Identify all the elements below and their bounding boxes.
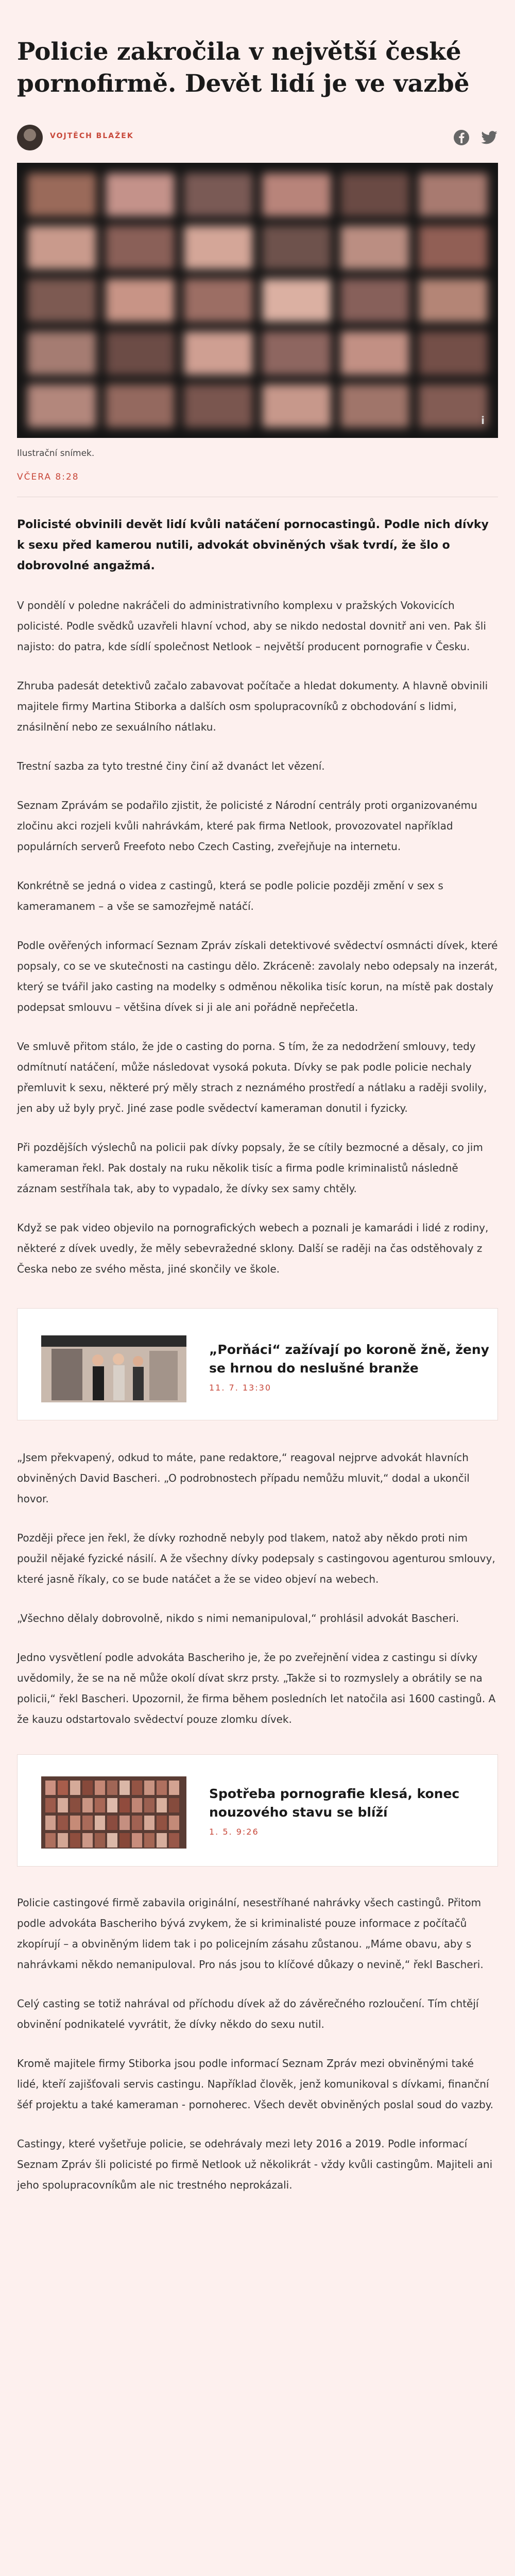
image-caption: Ilustrační snímek. <box>17 448 95 459</box>
related-article-date: 1. 5. 9:26 <box>209 1827 259 1837</box>
related-article-card[interactable] <box>17 1308 498 1420</box>
article <box>17 0 498 2195</box>
related-article-date: 11. 7. 13:30 <box>209 1383 271 1393</box>
paragraph: Podle ověřených informací Seznam Zpráv získali detektivové svědectví osmnácti dívek, které popsaly, co se ve skutečnosti na castingu dělo. Zkráceně: zavolaly nebo odepsaly na inzerát, který se tvářil jako casting na modelky s odměnou několika tisíc korun, na místě pak dostaly podepsat smlouvu – většina dívek si ji ale ani pořádně nepřečetla. <box>17 939 498 1013</box>
author-name[interactable]: VOJTĚCH BLAŽEK <box>50 132 134 140</box>
body-part-b <box>17 1447 498 1730</box>
hero-image[interactable] <box>17 163 498 438</box>
paragraph: Později přece jen řekl, že dívky rozhodně nebyly pod tlakem, natož aby někdo proti nim použil nějaké fyzické násilí. A že všechny dívky podepsaly s castingovou agenturou smlouvy, které jasně říkaly, co se bude natáčet a že se video objeví na webech. <box>17 1532 495 1585</box>
related-article-card[interactable] <box>17 1754 498 1867</box>
paragraph: Konkrétně se jedná o videa z castingů, která se podle policie později změní v sex s kameramanem – a vše se samozřejmě natáčí. <box>17 879 443 912</box>
paragraph: Zhruba padesát detektivů začalo zabavovat počítače a hledat dokumenty. A hlavně obvinili majitele firmy Martina Stiborka a dalších osm spolupracovníků z obchodování s lidmi, znásilnění nebo ze sexuálního nátlaku. <box>17 680 488 733</box>
paragraph: Kromě majitele firmy Stiborka jsou podle informací Seznam Zpráv mezi obviněnými také lidé, kteří zajišťovali servis castingu. Například člověk, jenž komunikoval s dívkami, finanční šéf projektu a také kameraman - pornoherec. Všech devět obviněných poslal soud do vazby. <box>17 2057 493 2111</box>
body-part-c <box>17 1892 498 2195</box>
facebook-icon[interactable] <box>453 129 470 146</box>
paragraph: Při pozdějších výslechů na policii pak dívky popsaly, že se cítily bezmocné a děsaly, co jim kameraman řekl. Pak dostaly na ruku několik tisíc a firma podle kriminalistů následně záznam sestříhala tak, aby to vypadalo, že dívky sex samy chtěly. <box>17 1141 483 1195</box>
related-article-title[interactable]: „Porňáci“ zažívají po koroně žně, ženy se hrnou do neslušné branže <box>209 1342 489 1376</box>
paragraph: Celý casting se totiž nahrával od příchodu dívek až do závěrečného rozloučení. Tím chtějí obvinění podnikatelé vyvrátit, že dívky někdo do sexu nutil. <box>17 1997 479 2030</box>
related-article-title[interactable]: Spotřeba pornografie klesá, konec nouzového stavu se blíží <box>209 1786 460 1820</box>
twitter-icon[interactable] <box>480 129 498 146</box>
paragraph: V pondělí v poledne nakráčeli do administrativního komplexu v pražských Vokovicích policisté. Podle svědků uzavřeli hlavní vchod, aby se nikdo nedostal dovnitř ani ven. Pak šli najisto: do patra, kde sídlí společnost Netlook – největší producent pornografie v Česku. <box>17 599 486 653</box>
info-icon[interactable]: i <box>481 414 485 427</box>
paragraph: Když se pak video objevilo na pornografických webech a poznali je kamarádi i lidé z rodiny, některé z dívek uvedly, že měly sebevražedné sklony. Další se raději na čas odstěhovaly z Česka nebo ze svého města, jiné skončily ve škole. <box>17 1222 489 1275</box>
paragraph: Trestní sazba za tyto trestné činy činí až dvanáct let vězení. <box>17 760 325 772</box>
paragraph: „Všechno dělaly dobrovolně, nikdo s nimi nemanipuloval,“ prohlásil advokát Bascheri. <box>17 1612 459 1624</box>
article-title: Policie zakročila v největší české pornofirmě. Devět lidí je ve vazbě <box>17 38 470 98</box>
blurred-thumbnails <box>27 173 488 428</box>
paragraph: Seznam Zprávám se podařilo zjistit, že policisté z Národní centrály proti organizovanému zločinu akci rozjeli kvůli nahrávkám, které pak firma Netlook, provozovatel například populárních serverů Freefoto nebo Czech Casting, zveřejňuje na internetu. <box>17 799 477 853</box>
paragraph: Policie castingové firmě zabavila originální, nesestříhané nahrávky všech castingů. Přitom podle advokáta Bascheriho bývá zvykem, že si kriminalisté pouze informace z počítačů zkopírují – a obviněným lidem tak i po policejním zásahu zůstanou. „Máme obavu, aby s nahrávkami někdo nemanipuloval. Pro nás jsou to klíčové důkazy o nevině,“ řekl Bascheri. <box>17 1896 484 1971</box>
article-perex: Policisté obvinili devět lidí kvůli natáčení pornocastingů. Podle nich dívky k sexu před kamerou nutili, advokát obviněných však tvrdí, že šlo o dobrovolné angažmá. <box>17 518 489 572</box>
share-icons <box>453 129 498 146</box>
related-article-thumbnail[interactable] <box>41 1776 186 1849</box>
paragraph: Castingy, které vyšetřuje policie, se odehrávaly mezi lety 2016 a 2019. Podle informací Seznam Zpráv šli policisté po firmě Netlook už několikrát - vždy kvůli castingům. Majiteli ani jeho spolupracovníkům ale nic trestného neprokázali. <box>17 2138 493 2191</box>
body-part-a <box>17 595 498 1279</box>
author-avatar[interactable] <box>17 125 43 150</box>
publish-time: VČERA 8:28 <box>17 472 79 482</box>
paragraph: Jedno vysvětlení podle advokáta Bascheriho je, že po zveřejnění videa z castingu si dívky uvědomily, že se na ně může okolí dívat skrz prsty. „Takže si to rozmyslely a obrátily se na policii,“ řekl Bascheri. Upozornil, že firma během posledních let natočila asi 1600 castingů. A že kauzu odstartovalo svědectví pouze zlomku dívek. <box>17 1651 496 1725</box>
paragraph: Ve smluvě přitom stálo, že jde o casting do porna. S tím, že za nedodržení smlouvy, tedy odmítnutí natáčení, může následovat vysoká pokuta. Dívky se pak podle policie nechaly přemluvit k sexu, některé prý měly strach z neznámého prostředí a nátlaku a raději svolily, jen aby už byly pryč. Jiné zase podle svědectví kameraman donutil i fyzicky. <box>17 1040 487 1114</box>
related-article-thumbnail[interactable] <box>41 1335 186 1402</box>
byline <box>17 121 498 154</box>
paragraph: „Jsem překvapený, odkud to máte, pane redaktore,“ reagoval nejprve advokát hlavních obviněných David Bascheri. „O podrobnostech případu nemůžu mluvit,“ dodal a ukončil hovor. <box>17 1451 470 1505</box>
